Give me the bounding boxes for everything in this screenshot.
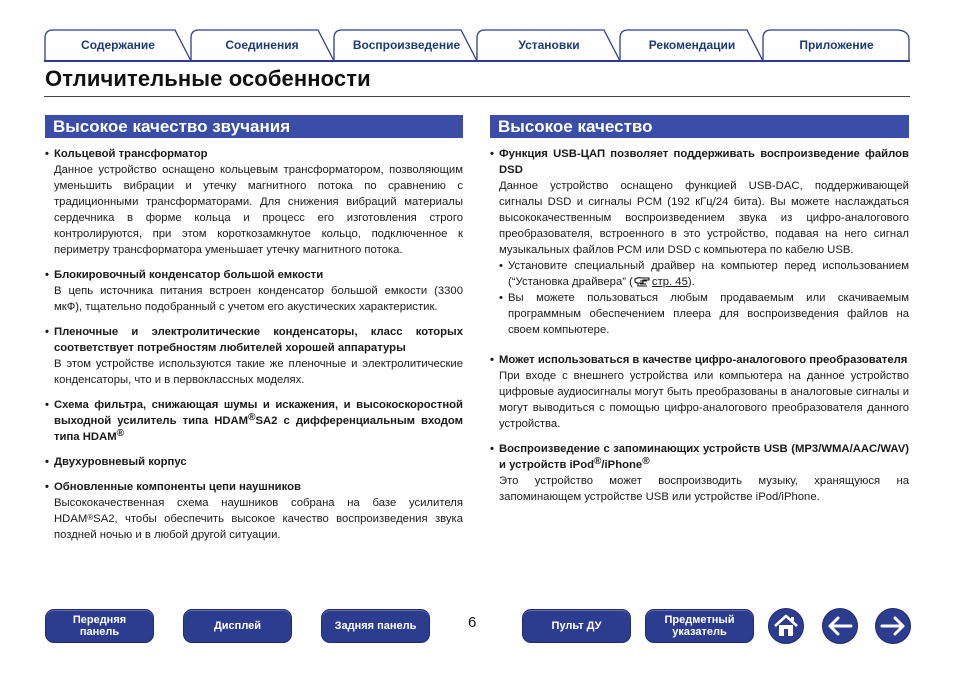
feature-item bbox=[45, 454, 463, 470]
sub-text-part: ). bbox=[687, 276, 695, 288]
bullet: • bbox=[490, 443, 494, 455]
sub-bullet bbox=[490, 258, 909, 290]
feature-title: Пленочные и электролитические конденсаторы, класс которых соответствует потребностям любителей хорошей аппаратуры bbox=[54, 326, 463, 354]
description-part: SA2, чтобы обеспечить высокое качество воспроизведения звука поздней ночью и в любой другой ситуации. bbox=[54, 513, 463, 541]
tabs-divider bbox=[44, 60, 910, 62]
feature-description bbox=[45, 495, 463, 543]
right-column bbox=[490, 146, 909, 514]
page-title: Отличительные особенности bbox=[45, 66, 371, 91]
section-heading-sound-quality: Высокое качество звучания bbox=[45, 115, 463, 138]
feature-title-part: Воспроизведение с запоминающих устройств USB (MP3/WMA/AAC/WAV) и устройств iPod bbox=[499, 443, 909, 471]
page-reference-icon bbox=[634, 276, 651, 287]
registered-mark: ® bbox=[116, 428, 124, 439]
feature-title: Блокировочный конденсатор большой емкости bbox=[54, 269, 324, 281]
arrow-left-icon bbox=[827, 616, 853, 636]
back-button[interactable] bbox=[822, 608, 858, 644]
tab-tips[interactable]: Рекомендации bbox=[648, 38, 736, 52]
tab-appendix[interactable]: Приложение bbox=[799, 38, 874, 52]
display-button[interactable] bbox=[183, 609, 292, 643]
registered-mark: ® bbox=[594, 456, 602, 467]
bullet: • bbox=[45, 399, 49, 411]
feature-description: Это устройство может воспроизводить музыку, хранящуюся на запоминающем устройстве USB или устройстве iPod/iPhone. bbox=[499, 475, 909, 503]
bullet: • bbox=[45, 481, 49, 493]
bullet: • bbox=[45, 326, 49, 338]
tab-connections[interactable]: Соединения bbox=[225, 38, 299, 52]
feature-item bbox=[45, 397, 463, 445]
bullet: • bbox=[499, 260, 503, 272]
section-heading-high-quality: Высокое качество bbox=[490, 115, 909, 138]
feature-description: Данное устройство оснащено кольцевым трансформатором, позволяющим уменьшить вибрации и утечку магнитного потока по сравнению с традиционными трансформаторами. Для снижения вибраций материалы сердечника в форме кольца и процесс его изготовления строго контролируются, при этом короткозамкнутое кольцо, подключенное к периметру трансформатора уменьшает утечку магнитного потока. bbox=[54, 164, 463, 256]
feature-description: При входе с внешнего устройства или компьютера на данное устройство цифровые аудиосигналы могут быть преобразованы в аналоговые сигналы и могут выводиться с помощью цифро-аналогового преобразователя данного устройства. bbox=[499, 370, 909, 430]
feature-item bbox=[490, 146, 909, 338]
bullet: • bbox=[45, 269, 49, 281]
registered-mark: ® bbox=[248, 412, 256, 423]
bullet: • bbox=[490, 148, 494, 160]
feature-description: В цепь источника питания встроен конденсатор большой емкости (3300 мкФ), тщательно подобранный с учетом его акустических характеристик. bbox=[54, 285, 463, 313]
arrow-right-icon bbox=[880, 616, 906, 636]
top-tab-bar bbox=[44, 28, 910, 62]
page-number: 6 bbox=[468, 614, 477, 631]
feature-title: Функция USB-ЦАП позволяет поддерживать воспроизведение файлов DSD bbox=[499, 148, 909, 176]
sub-bullet-text bbox=[508, 258, 909, 290]
tab-playback[interactable]: Воспроизведение bbox=[352, 38, 461, 52]
feature-description: Данное устройство оснащено функцией USB-DAC, поддерживающей сигналы DSD и сигналы PCM (192 кГц/24 бита). Вы можете наслаждаться высококачественным воспроизведением звука из цифро-аналогового преобразователя, встроенного в это устройство, подавая на него сигнал музыкальных файлов PCM или DSD с компьютера по кабелю USB. bbox=[499, 180, 909, 256]
feature-title bbox=[499, 441, 909, 473]
feature-title: Может использоваться в качестве цифро-аналогового преобразователя bbox=[499, 354, 908, 366]
feature-title: Обновленные компоненты цепи наушников bbox=[54, 481, 301, 493]
feature-title-part: Схема фильтра, снижающая шумы и искажения, и высокоскоростной выходной усилитель типа HDAM bbox=[54, 399, 463, 427]
home-button[interactable] bbox=[768, 608, 804, 644]
tab-contents[interactable]: Содержание bbox=[81, 38, 155, 52]
feature-title-part: SA2 с дифференциальным входом типа HDAM bbox=[54, 415, 463, 443]
front-panel-button[interactable] bbox=[45, 609, 154, 643]
sub-bullet-text: Вы можете пользоваться любым продаваемым или скачиваемым программным обеспечением плеера для воспроизведения файлов на своем компьютере. bbox=[508, 292, 909, 336]
bullet: • bbox=[490, 354, 494, 366]
bullet: • bbox=[499, 292, 503, 304]
page-reference-link[interactable]: стр. 45 bbox=[651, 276, 688, 288]
feature-title-part: /iPhone bbox=[601, 459, 643, 471]
sub-bullet bbox=[490, 290, 909, 338]
feature-description: В этом устройстве используются такие же пленочные и электролитические конденсаторы, что и в первоклассных моделях. bbox=[54, 358, 463, 386]
feature-item bbox=[490, 352, 909, 432]
bullet: • bbox=[45, 456, 49, 468]
title-divider bbox=[44, 96, 910, 97]
button-label-line: Предметный bbox=[664, 614, 735, 626]
description-part: Высококачественная схема наушников собрана на базе усилителя HDAM bbox=[54, 497, 463, 525]
button-label-line: указатель bbox=[672, 626, 727, 638]
button-label: Задняя панель bbox=[334, 620, 417, 632]
rear-panel-button[interactable] bbox=[321, 609, 430, 643]
bullet: • bbox=[45, 148, 49, 160]
forward-button[interactable] bbox=[875, 608, 911, 644]
feature-title bbox=[54, 397, 463, 445]
feature-title: Кольцевой трансформатор bbox=[54, 148, 208, 160]
remote-control-button[interactable] bbox=[522, 609, 631, 643]
button-label: Пульт ДУ bbox=[551, 620, 602, 632]
tab-settings[interactable]: Установки bbox=[518, 38, 580, 52]
button-label: Дисплей bbox=[213, 620, 262, 632]
feature-item bbox=[45, 479, 463, 543]
button-label-line: Передняя bbox=[72, 614, 127, 626]
button-label-line: панель bbox=[79, 626, 120, 638]
registered-mark: ® bbox=[87, 513, 94, 522]
index-button[interactable] bbox=[645, 609, 754, 643]
sub-text-part: Установите специальный драйвер на компьютер перед использованием (“Установка драйвера” ( bbox=[508, 260, 909, 288]
home-icon bbox=[773, 614, 799, 638]
left-column bbox=[45, 146, 463, 552]
feature-item bbox=[45, 146, 463, 258]
registered-mark: ® bbox=[642, 456, 650, 467]
feature-item bbox=[490, 441, 909, 505]
feature-item bbox=[45, 267, 463, 315]
feature-title: Двухуровневый корпус bbox=[54, 456, 187, 468]
feature-item bbox=[45, 324, 463, 388]
